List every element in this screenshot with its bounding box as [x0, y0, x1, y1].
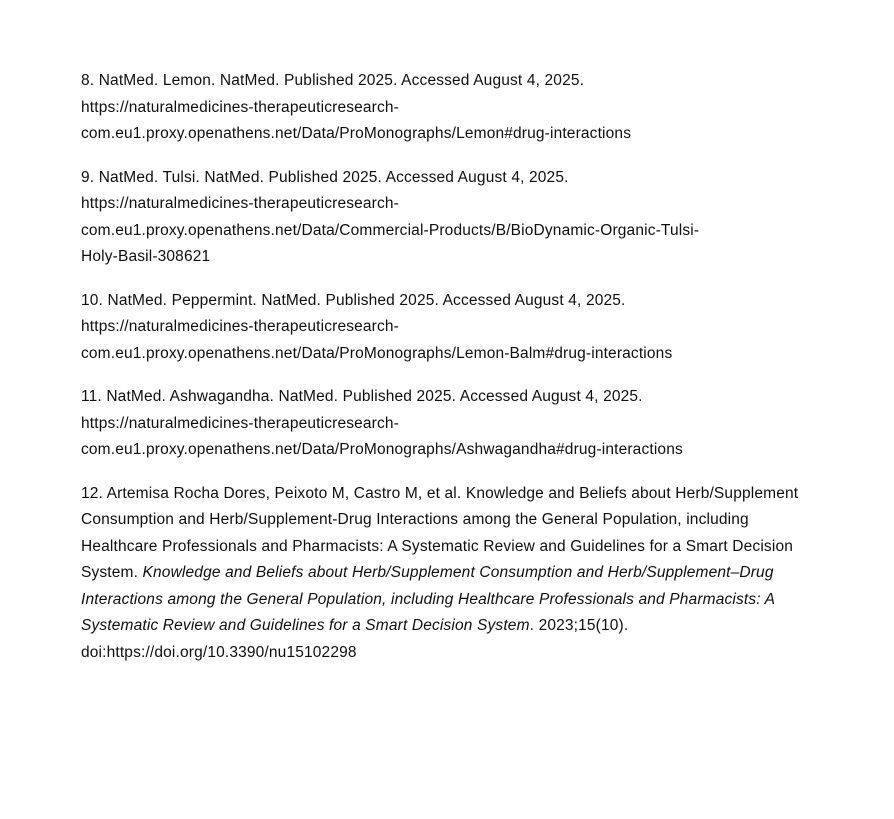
reference-line: 10. NatMed. Peppermint. NatMed. Published 2025. Accessed August 4, 2025. — [81, 291, 626, 309]
reference-line: com.eu1.proxy.openathens.net/Data/ProMonographs/Ashwagandha#drug-interactions — [81, 441, 683, 458]
reference-line: https://naturalmedicines-therapeuticresearch- — [81, 318, 399, 335]
reference-item-11 — [81, 384, 811, 464]
reference-item-10 — [81, 288, 811, 368]
reference-line: https://naturalmedicines-therapeuticresearch- — [81, 414, 399, 432]
reference-line: https://naturalmedicines-therapeuticresearch- — [81, 195, 399, 212]
reference-text-lead: 12. Artemisa Rocha Dores, Peixoto M, Castro M, et al. Knowledge and Beliefs about Herb/Supplement Consumption and Herb/Supplement-Drug Interactions among the General Population, including Healthcare Professionals and Pharmacists: A Systematic Review and Guidelines for a Smart Decision System. — [81, 484, 799, 581]
reference-text-tail: . 2023;15(10). doi:https://doi.org/10.3390/nu15102298 — [81, 617, 629, 661]
reference-line: 8. NatMed. Lemon. NatMed. Published 2025. Accessed August 4, 2025. — [81, 72, 585, 89]
reference-item-8 — [81, 68, 811, 148]
reference-line: Holy-Basil-308621 — [81, 248, 211, 265]
reference-line: 9. NatMed. Tulsi. NatMed. Published 2025. Accessed August 4, 2025. — [81, 168, 569, 186]
reference-line: com.eu1.proxy.openathens.net/Data/Commercial-Products/B/BioDynamic-Organic-Tulsi- — [81, 221, 700, 239]
reference-line: 11. NatMed. Ashwagandha. NatMed. Published 2025. Accessed August 4, 2025. — [81, 388, 643, 405]
reference-line: com.eu1.proxy.openathens.net/Data/ProMonographs/Lemon#drug-interactions — [81, 125, 632, 142]
reference-line: https://naturalmedicines-therapeuticresearch- — [81, 98, 399, 116]
reference-title-italic: Knowledge and Beliefs about Herb/Supplement Consumption and Herb/Supplement–Drug Interactions among the General Population, including Healthcare Professionals and Pharmacists: A Systematic Review and Guidelines for a Smart Decision System — [81, 564, 775, 634]
reference-list — [81, 68, 811, 666]
reference-item-9 — [81, 165, 811, 271]
reference-line: com.eu1.proxy.openathens.net/Data/ProMonographs/Lemon-Balm#drug-interactions — [81, 344, 673, 362]
reference-item-12 — [81, 481, 811, 667]
